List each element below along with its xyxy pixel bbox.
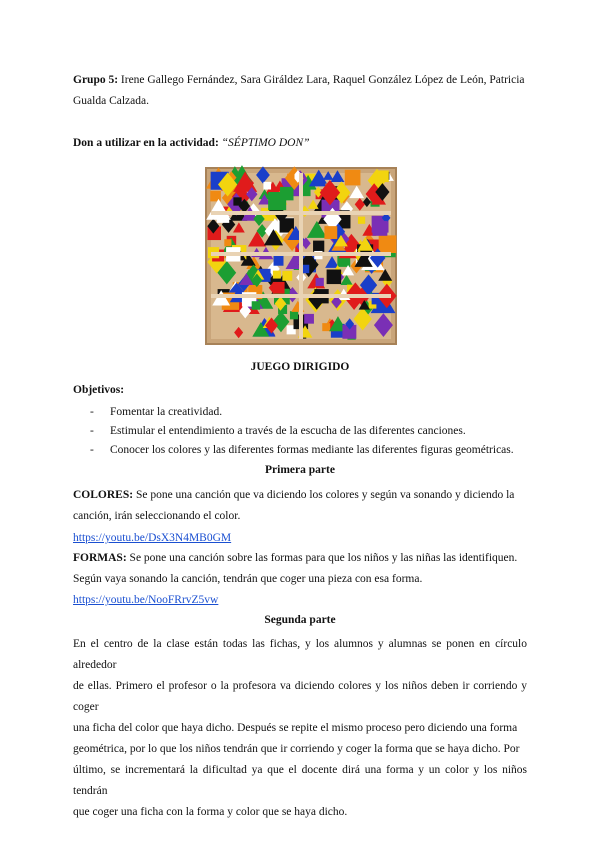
box-of-colored-geometric-tiles-icon (198, 158, 403, 352)
colores-paragraph: COLORES: Se pone una canción que va diciendo los colores y según va sonando y diciendo la canción, irán seleccionando el color. (73, 489, 515, 522)
tile-shape (273, 271, 281, 279)
colores-link-line (73, 528, 527, 549)
tile-shape (358, 217, 365, 224)
tile-shape (268, 192, 286, 210)
don-label: Don a utilizar en la actividad: (73, 137, 219, 149)
tile-shape (282, 271, 292, 281)
tile-shape (263, 182, 271, 190)
list-item: - Fomentar la creatividad. (90, 406, 223, 418)
authors-line-2: Gualda Calzada. (73, 95, 149, 107)
tile-shape (233, 197, 241, 205)
formas-paragraph: FORMAS: Se pone una canción sobre las formas para que los niños y las niñas las identifiquen. Según vaya sonando la canción, tendrán que coger una pieza con esa forma. (73, 552, 518, 585)
tile-shape (322, 323, 330, 331)
tile-shape (210, 191, 221, 202)
tile-shape (316, 278, 324, 286)
tile-shape (274, 256, 284, 266)
tile-shape (327, 270, 342, 285)
tile-shape (313, 241, 324, 252)
authors-paragraph (73, 70, 527, 112)
list-item: - Estimular el entendimiento a través de la escucha de las diferentes canciones. (90, 425, 466, 437)
tile-shape (224, 239, 231, 246)
colores-label: COLORES: (73, 489, 134, 501)
don-value: “SÉPTIMO DON” (218, 137, 310, 149)
page-title: JUEGO DIRIGIDO (250, 361, 350, 373)
formas-youtube-link[interactable]: https://youtu.be/NooFRrvZ5vw (73, 594, 219, 606)
segunda-paragraph: En el centro de la clase están todas las fichas, y los alumnos y alumnas se ponen en círculo alrededor de ellas. Primero el profesor o la profesora va diciendo colores y los niños deben ir corriendo y coger una ficha del color que haya dicho. Después se repite el mismo proceso pero diciendo una forma geométrica, por lo que los niños tendrán que ir corriendo y coger la forma que se haya dicho. Por último, se incrementará la dificultad ya que el docente dirá una forma y un color y los niños tendrán que coger una ficha con la forma y color que se haya dicho. (73, 638, 527, 818)
tile-shape (287, 174, 294, 181)
formas-label: FORMAS: (73, 552, 127, 564)
tile-shape (345, 170, 361, 186)
objetivos-heading: Objetivos: (73, 384, 125, 396)
tile-shape (290, 311, 298, 319)
list-item: - Conocer los colores y las diferentes formas mediante las diferentes figuras geométricas. (90, 444, 514, 456)
tile-shape (252, 301, 260, 309)
don-line (73, 133, 527, 154)
segunda-heading: Segunda parte (264, 614, 336, 626)
tile-shape (273, 282, 285, 294)
colores-youtube-link[interactable]: https://youtu.be/DsX3N4MB0GM (73, 532, 232, 544)
tile-shape (304, 314, 314, 324)
authors-line-1: Irene Gallego Fernández, Sara Giráldez Lara, Raquel González López de León, Patricia (118, 74, 525, 86)
tile-shape (377, 170, 389, 182)
tile-shape (379, 235, 397, 253)
group-label: Grupo 5: (73, 74, 119, 86)
tile-shape (372, 221, 387, 236)
formas-link-line (73, 590, 527, 611)
objetivos-list (73, 403, 527, 460)
primera-heading: Primera parte (265, 464, 335, 476)
tile-shape (324, 226, 337, 239)
